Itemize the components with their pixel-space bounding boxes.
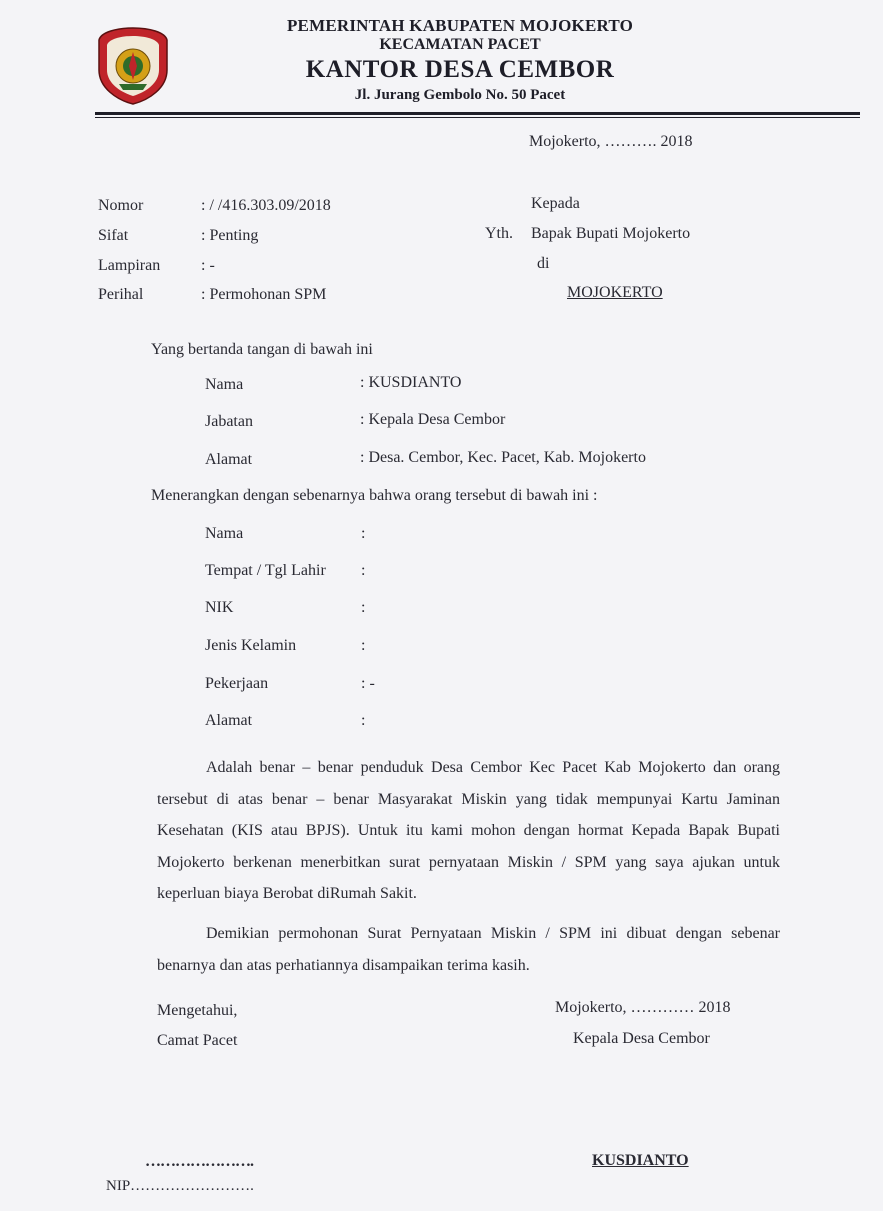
person-jk-label: Jenis Kelamin	[205, 637, 297, 654]
sifat-value: : Penting	[201, 227, 259, 244]
recipient-di: di	[537, 255, 550, 272]
sign-right-name: KUSDIANTO	[592, 1152, 689, 1169]
person-nik-label: NIK	[205, 599, 234, 616]
person-pekerjaan-value: : -	[361, 675, 375, 692]
recipient-place: MOJOKERTO	[567, 284, 663, 301]
statement-text: Menerangkan dengan sebenarnya bahwa orang tersebut di bawah ini :	[151, 487, 598, 504]
lampiran-value: : -	[201, 257, 215, 274]
person-alamat-label: Alamat	[205, 712, 253, 729]
perihal-value: : Permohonan SPM	[201, 286, 327, 303]
recipient-yth: Yth.	[485, 225, 513, 242]
letterhead-district: KECAMATAN PACET	[379, 36, 541, 53]
closing-paragraph-text: Demikian permohonan Surat Pernyataan Miskin / SPM ini dibuat dengan sebenar benarnya dan atas perhatiannya disampaikan terima kasih.	[157, 925, 780, 974]
person-alamat-value: :	[361, 712, 366, 729]
letterhead-office: KANTOR DESA CEMBOR	[305, 56, 615, 83]
sign-left-name: ………………….	[145, 1153, 253, 1170]
letterhead-rule-thin	[95, 117, 860, 118]
person-pekerjaan-label: Pekerjaan	[205, 675, 269, 692]
nomor-value: : / /416.303.09/2018	[201, 197, 331, 214]
signer-nama-value: : KUSDIANTO	[360, 374, 462, 391]
sign-left-nip: NIP…………………….	[106, 1178, 254, 1194]
sign-right-date: Mojokerto, ………… 2018	[555, 999, 731, 1016]
signer-nama-label: Nama	[205, 376, 244, 393]
body-paragraph-text: Adalah benar – benar penduduk Desa Cembor Kec Pacet Kab Mojokerto dan orang tersebut di atas benar – benar Masyarakat Miskin yang tidak mempunyai Kartu Jaminan Kesehatan (KIS atau BPJS). Untuk itu kami mohon dengan hormat Kepada Bapak Bupati Mojokerto berkenan menerbitkan surat pernyataan Miskin / SPM yang saya ajukan untuk keperluan biaya Berobat diRumah Sakit.	[157, 759, 780, 902]
sign-right-title: Kepala Desa Cembor	[573, 1030, 710, 1047]
letter-date: Mojokerto, ………. 2018	[529, 133, 693, 150]
signer-jabatan-value: : Kepala Desa Cembor	[360, 411, 506, 428]
person-ttl-label: Tempat / Tgl Lahir	[205, 562, 326, 579]
regency-emblem-logo	[97, 26, 169, 106]
nomor-label: Nomor	[98, 197, 144, 214]
person-nama-value: :	[361, 525, 366, 542]
person-ttl-value: :	[361, 562, 366, 579]
body-paragraph	[157, 752, 780, 910]
lampiran-label: Lampiran	[98, 257, 161, 274]
recipient-name: Bapak Bupati Mojokerto	[531, 225, 691, 242]
intro-text: Yang bertanda tangan di bawah ini	[151, 341, 373, 358]
signer-alamat-value: : Desa. Cembor, Kec. Pacet, Kab. Mojokerto	[360, 449, 646, 466]
letterhead-address: Jl. Jurang Gembolo No. 50 Pacet	[354, 87, 566, 103]
recipient-kepada: Kepada	[531, 195, 580, 212]
letterhead-government: PEMERINTAH KABUPATEN MOJOKERTO	[286, 16, 634, 35]
person-nik-value: :	[361, 599, 366, 616]
signer-jabatan-label: Jabatan	[205, 413, 253, 430]
signer-alamat-label: Alamat	[205, 451, 253, 468]
sifat-label: Sifat	[98, 227, 129, 244]
sign-left-label2: Camat Pacet	[157, 1032, 238, 1049]
closing-paragraph	[157, 918, 780, 981]
sign-left-label1: Mengetahui,	[157, 1002, 238, 1019]
person-nama-label: Nama	[205, 525, 244, 542]
person-jk-value: :	[361, 637, 366, 654]
letterhead-rule-thick	[95, 112, 860, 115]
perihal-label: Perihal	[98, 286, 144, 303]
